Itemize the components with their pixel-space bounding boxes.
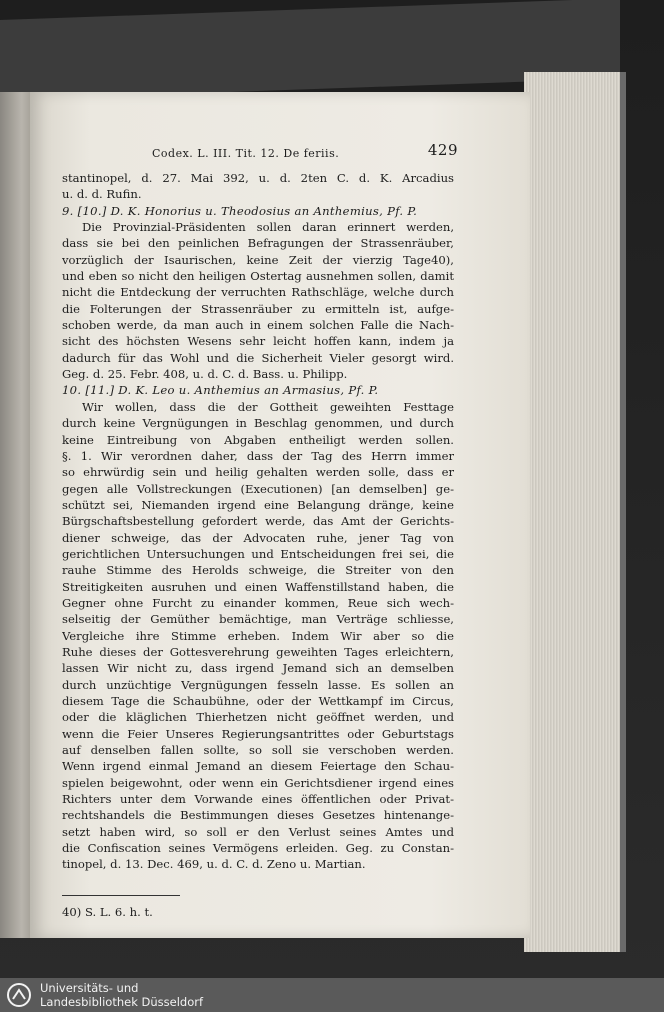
- text-line: gerichtlichen Untersuchungen und Entscheidungen frei sei, die: [62, 546, 454, 561]
- text-line: schützt sei, Niemanden irgend eine Belangung dränge, keine: [62, 497, 454, 512]
- text-line: Ruhe dieses der Gottesverehrung geweihten Tages erleichtern,: [62, 644, 454, 659]
- text-line: setzt haben wird, so soll er den Verlust seines Amtes und: [62, 824, 454, 839]
- text-line: schoben werde, da man auch in einem solchen Falle die Nach-: [62, 318, 454, 333]
- library-footer: [0, 978, 664, 1012]
- page-stack-edge: [524, 72, 626, 952]
- text-line: dadurch für das Wohl und die Sicherheit Vieler gesorgt wird.: [62, 350, 454, 365]
- text-line: nicht die Entdeckung der verruchten Rathschläge, welche durch: [62, 285, 454, 300]
- text-line: spielen beigewohnt, oder wenn ein Gerichtsdiener irgend eines: [62, 775, 454, 790]
- footnote: 40) S. L. 6. h. t.: [62, 904, 153, 919]
- text-line: die Folterungen der Strassenräuber zu ermitteln ist, aufge-: [62, 301, 454, 316]
- text-line: Die Provinzial-Präsidenten sollen daran erinnert werden,: [82, 220, 454, 235]
- text-line: sicht des höchsten Wesens sehr leicht hoffen kann, indem ja: [62, 334, 454, 349]
- text-line: Vergleiche ihre Stimme erheben. Indem Wir aber so die: [62, 628, 454, 643]
- text-line: u. d. d. Rufin.: [62, 187, 142, 202]
- text-line: Gegner ohne Furcht zu einander kommen, Reue sich wech-: [62, 595, 454, 610]
- text-line: gegen alle Vollstreckungen (Executionen) [an demselben] ge-: [62, 481, 454, 496]
- library-name: [40, 981, 203, 1009]
- text-line: die Confiscation seines Vermögens erleiden. Geg. zu Constan-: [62, 841, 454, 856]
- text-line: durch unzüchtige Vergnügungen fesseln lasse. Es sollen an: [62, 677, 454, 692]
- text-line: Geg. d. 25. Febr. 408, u. d. C. d. Bass. u. Philipp.: [62, 367, 348, 382]
- text-line: auf denselben fallen sollte, so soll sie verschoben werden.: [62, 743, 454, 758]
- text-line: lassen Wir nicht zu, dass irgend Jemand sich an demselben: [62, 661, 454, 676]
- page-number: 429: [427, 141, 458, 159]
- text-line: rauhe Stimme des Herolds schweige, die Streiter von den: [62, 563, 454, 578]
- footnote-rule: [62, 895, 180, 896]
- text-line: tinopel, d. 13. Dec. 469, u. d. C. d. Zeno u. Martian.: [62, 857, 366, 872]
- running-header: [62, 140, 458, 160]
- page-content: [62, 140, 458, 920]
- text-line: durch keine Vergnügungen in Beschlag genommen, und durch: [62, 416, 454, 431]
- text-line: oder die kläglichen Thierhetzen nicht geöffnet werden, und: [62, 710, 454, 725]
- text-line: wenn die Feier Unseres Regierungsantrittes oder Geburtstags: [62, 726, 454, 741]
- library-name-line1: Universitäts- und: [40, 981, 139, 995]
- text-line: Wenn irgend einmal Jemand an diesem Feiertage den Schau-: [62, 759, 454, 774]
- text-line: und eben so nicht den heiligen Ostertag ausnehmen sollen, damit: [62, 269, 454, 284]
- text-line: Richters unter dem Vorwande eines öffentlichen oder Privat-: [62, 792, 454, 807]
- text-line: dass sie bei den peinlichen Befragungen der Strassenräuber,: [62, 236, 454, 251]
- text-line: keine Eintreibung von Abgaben entheiligt werden sollen.: [62, 432, 454, 447]
- library-name-line2: Landesbibliothek Düsseldorf: [40, 995, 204, 1009]
- text-line: Streitigkeiten ausruhen und einen Waffenstillstand haben, die: [62, 579, 454, 594]
- library-logo-icon: [6, 982, 32, 1008]
- text-line: stantinopel, d. 27. Mai 392, u. d. 2ten C. d. K. Arcadius: [62, 171, 454, 185]
- text-line: Wir wollen, dass die der Gottheit geweihten Festtage: [82, 399, 454, 414]
- text-line: so ehrwürdig sein und heilig gehalten werden solle, dass er: [62, 465, 454, 480]
- text-line: diener schweige, das der Advocaten ruhe, jener Tag von: [62, 530, 454, 545]
- body-text: [62, 170, 454, 873]
- text-line: Bürgschaftsbestellung gefordert werde, das Amt der Gerichts-: [62, 514, 454, 529]
- text-line: diesem Tage die Schaubühne, oder der Wettkampf im Circus,: [62, 694, 454, 708]
- text-line: vorzüglich der Isaurischen, keine Zeit der vierzig Tage40),: [62, 252, 454, 267]
- running-head-title: Codex. L. III. Tit. 12. De feriis.: [152, 147, 340, 160]
- text-line: selseitig der Gemüther bemächtige, man Verträge schliesse,: [62, 612, 454, 627]
- text-line: 9. [10.] D. K. Honorius u. Theodosius an Anthemius, Pf. P.: [62, 203, 418, 218]
- text-line: §. 1. Wir verordnen daher, dass der Tag des Herrn immer: [62, 448, 454, 463]
- text-line: rechtshandels die Bestimmungen dieses Gesetzes hintenange-: [62, 808, 454, 823]
- text-line: 10. [11.] D. K. Leo u. Anthemius an Armasius, Pf. P.: [62, 383, 379, 398]
